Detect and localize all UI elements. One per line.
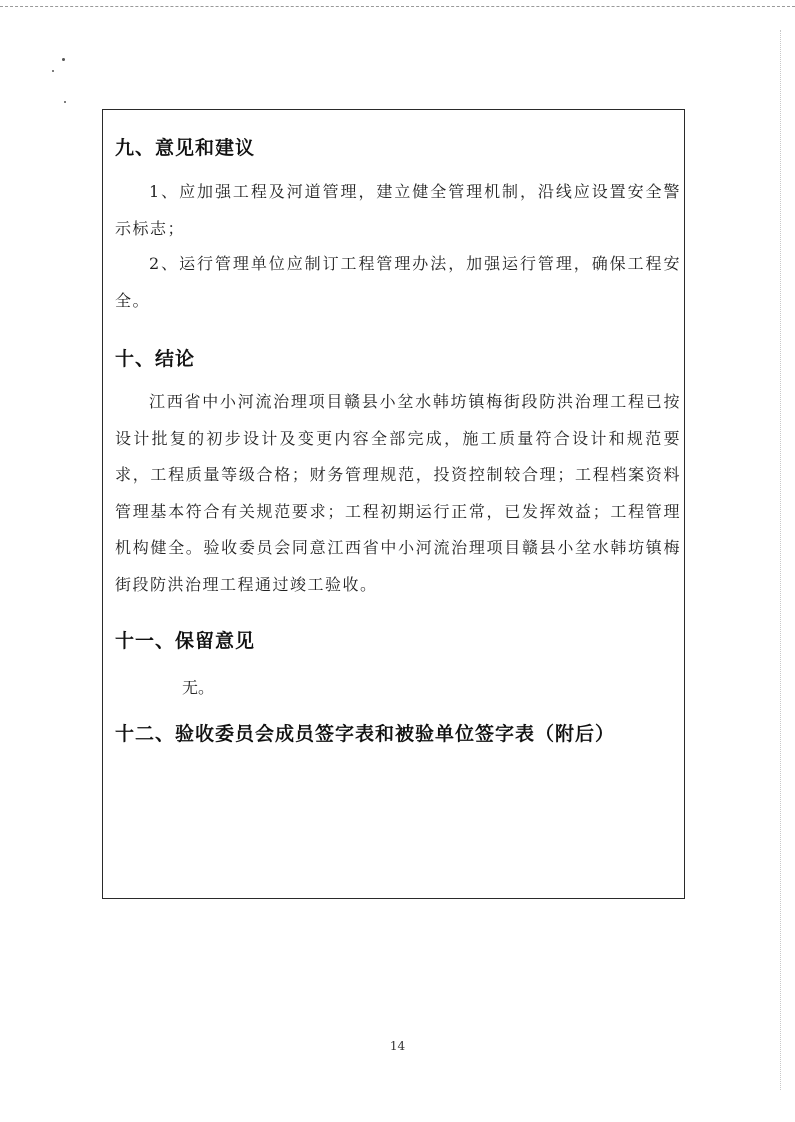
scan-speck: [52, 70, 54, 72]
scan-speck: [62, 58, 65, 61]
page-number: 14: [389, 1039, 406, 1053]
section-9-item-1: 1、应加强工程及河道管理，建立健全管理机制，沿线应设置安全警示标志；: [115, 182, 681, 238]
scan-edge-marks: [778, 30, 781, 1090]
section-9-item-2: 2、运行管理单位应制订工程管理办法，加强运行管理，确保工程安全。: [115, 254, 681, 310]
scan-top-rule: [0, 6, 795, 7]
section-11-heading: 十一、保留意见: [115, 630, 256, 652]
section-10-heading: 十、结论: [115, 348, 196, 370]
scan-speck: [64, 101, 66, 103]
section-10-body: 江西省中小河流治理项目赣县小坌水韩坊镇梅街段防洪治理工程已按设计批复的初步设计及变更内容全部完成，施工质量符合设计和规范要求，工程质量等级合格；财务管理规范，投资控制较合理；工程档案资料管理基本符合有关规范要求；工程初期运行正常，已发挥效益；工程管理机构健全。验收委员会同意江西省中小河流治理项目赣县小坌水韩坊镇梅街段防洪治理工程通过竣工验收。: [115, 392, 681, 594]
section-12-heading: 十二、验收委员会成员签字表和被验单位签字表（附后）: [115, 723, 616, 745]
section-11-body: 无。: [182, 678, 215, 697]
section-9-heading: 九、意见和建议: [115, 137, 256, 159]
